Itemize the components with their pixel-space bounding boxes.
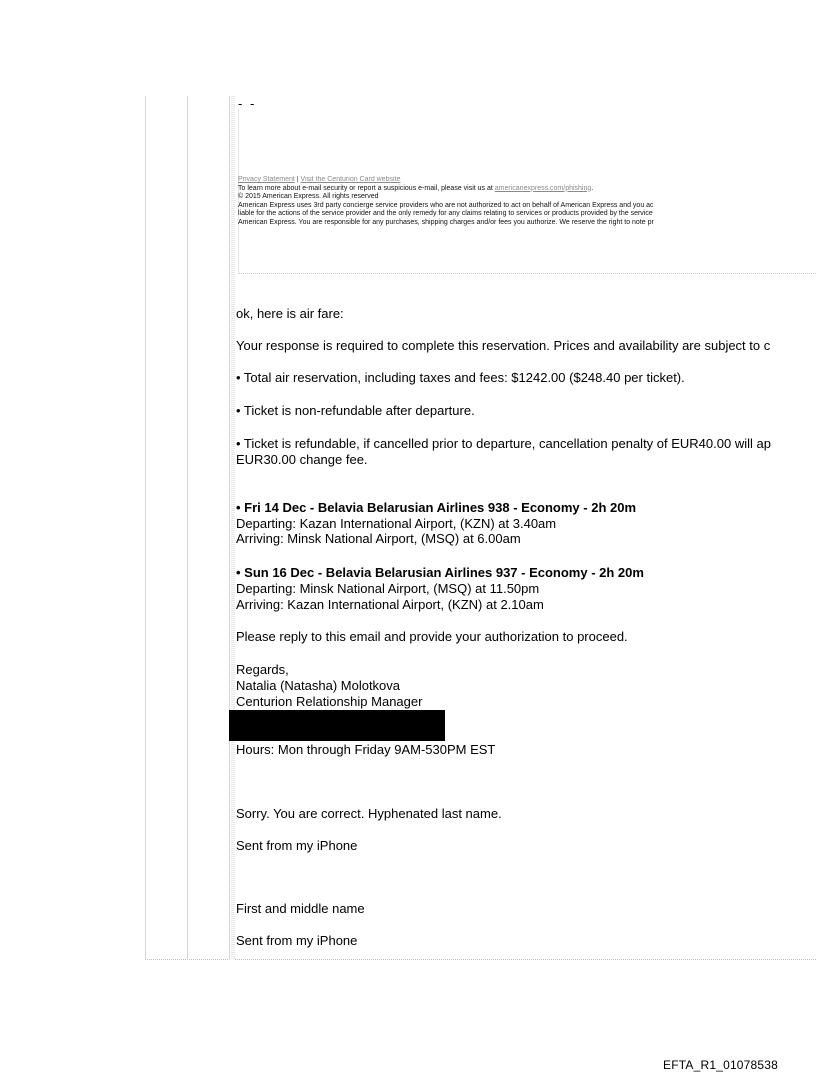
footer-disclaimer-2: liable for the actions of the service provider and the only remedy for any claims relating to services or products provided by the service: [238, 210, 653, 217]
sender-name: Natalia (Natasha) Molotkova: [236, 678, 401, 693]
bullet-refundable-line-1: • Ticket is refundable, if cancelled prior to departure, cancellation penalty of EUR40.00 will ap: [236, 436, 771, 451]
flight-1-heading: • Fri 14 Dec - Belavia Belarusian Airlines 938 - Economy - 2h 20m: [236, 500, 637, 515]
flight-1-departing: Departing: Kazan International Airport, (KZN) at 3.40am: [236, 516, 557, 531]
footer-disclaimer-3: American Express. You are responsible for any purchases, shipping charges and/or fees you authorize. We reserve the right to note pr: [238, 218, 654, 226]
quoted-separator: - -: [238, 96, 257, 111]
document-id: EFTA_R1_01078538: [663, 1058, 779, 1072]
centurion-website-link[interactable]: Visit the Centurion Card website: [300, 176, 401, 183]
reply-request-line: Please reply to this email and provide your authorization to proceed.: [236, 629, 628, 644]
footer-separator: |: [294, 176, 301, 183]
hours-line: Hours: Mon through Friday 9AM-530PM EST: [236, 742, 496, 757]
flight-2-heading: • Sun 16 Dec - Belavia Belarusian Airlines 937 - Economy - 2h 20m: [236, 565, 644, 580]
reply-2-signature: Sent from my iPhone: [236, 933, 358, 948]
reply-1-signature: Sent from my iPhone: [236, 838, 358, 853]
regards-line: Regards,: [236, 662, 289, 677]
flight-2-arriving: Arriving: Kazan International Airport, (KZN) at 2.10am: [236, 597, 544, 612]
thread-indent-line: [229, 96, 230, 960]
response-required-line: Your response is required to complete this reservation. Prices and availability are subject to c: [236, 338, 771, 353]
redaction-block: [229, 710, 445, 741]
email-body: [236, 0, 816, 1073]
security-prefix: To learn more about e-mail security or report a suspicious e-mail, please visit us at: [238, 184, 495, 192]
security-suffix: .: [591, 184, 594, 192]
sender-title: Centurion Relationship Manager: [236, 694, 423, 709]
thread-indent-line: [187, 96, 188, 960]
quote-bar: [231, 96, 235, 960]
reply-2-text: First and middle name: [236, 901, 365, 916]
bullet-non-refundable: • Ticket is non-refundable after departure.: [236, 403, 475, 418]
reply-1-text: Sorry. You are correct. Hyphenated last name.: [236, 806, 502, 821]
bullet-total-fare: • Total air reservation, including taxes and fees: $1242.00 ($248.40 per ticket).: [236, 370, 685, 385]
bullet-refundable-line-2: EUR30.00 change fee.: [236, 452, 368, 467]
intro-line: ok, here is air fare:: [236, 306, 344, 321]
flight-2-departing: Departing: Minsk National Airport, (MSQ) at 11.50pm: [236, 581, 540, 596]
footer-copyright: © 2015 American Express. All rights reserved: [238, 193, 379, 200]
footer-disclaimer-1: American Express uses 3rd party concierge service providers who are not authorized to act on behalf of American Express and you ac: [238, 201, 654, 209]
phishing-link[interactable]: americanexpress.com/phishing: [494, 184, 592, 192]
privacy-statement-link[interactable]: Privacy Statement: [238, 176, 295, 183]
flight-1-arriving: Arriving: Minsk National Airport, (MSQ) at 6.00am: [236, 531, 521, 546]
